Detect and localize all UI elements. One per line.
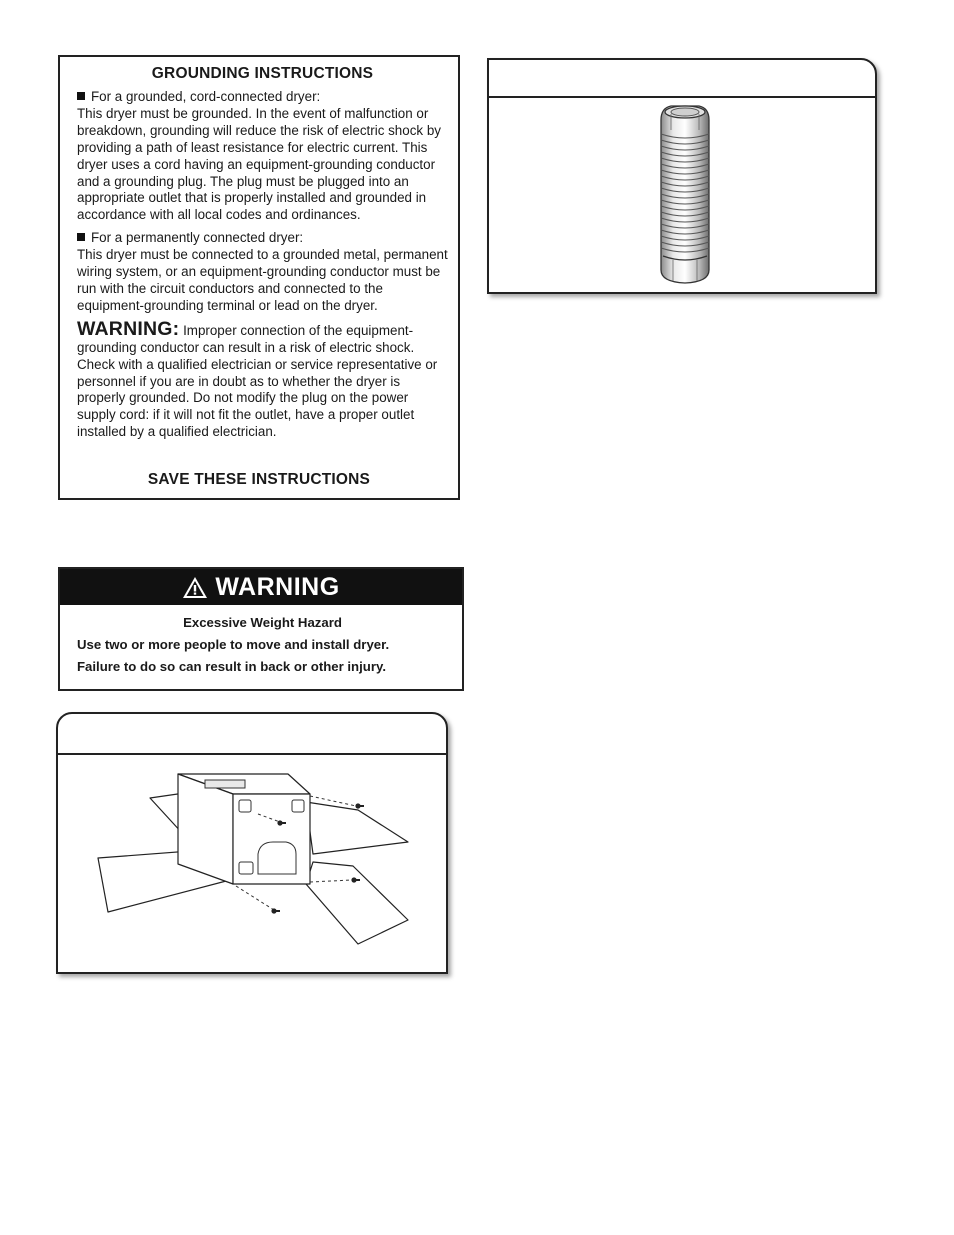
permanent-connected-section — [77, 230, 448, 315]
warning-header-text: WARNING — [215, 572, 340, 601]
grounding-warning-section — [77, 317, 448, 441]
warning-instruction: Use two or more people to move and install dryer. — [77, 637, 390, 652]
permanent-connected-heading: For a permanently connected dryer: — [91, 230, 304, 246]
vent-hose-figure — [487, 58, 877, 294]
weight-hazard-warning-box — [58, 567, 464, 691]
flexible-vent-hose-illustration — [489, 60, 875, 292]
hazard-title: Excessive Weight Hazard — [183, 615, 342, 630]
warning-header — [60, 569, 462, 605]
dryer-carton-figure — [56, 712, 448, 974]
grounding-warning-label: WARNING: — [77, 317, 180, 340]
grounding-title: GROUNDING INSTRUCTIONS — [151, 65, 374, 82]
grounding-instructions-box — [58, 55, 460, 500]
cord-connected-text: This dryer must be grounded. In the event of malfunction or breakdown, grounding will reduce the risk of electric shock by providing a path of least resistance for electric current. This dryer uses a cord having an equipment-grounding conductor and a grounding plug. The plug must be plugged into an appropriate outlet that is properly installed and grounded in accordance with all local codes and ordinances. — [77, 105, 441, 223]
grounding-warning-text: Improper connection of the equipment-grounding conductor can result in a risk of electric shock. Check with a qualified electrician or service representative or personnel if you are in doubt as to whether the dryer is properly grounded. Do not modify the plug on the power supply cord: if it will not fit the outlet, have a proper outlet installed by a qualified electrician. — [77, 322, 438, 440]
cord-connected-heading: For a grounded, cord-connected dryer: — [91, 89, 321, 104]
warning-triangle-icon — [182, 576, 208, 599]
warning-body — [60, 605, 462, 674]
cord-connected-section — [77, 89, 448, 224]
warning-consequence: Failure to do so can result in back or other injury. — [77, 659, 386, 674]
save-instructions-title: SAVE THESE INSTRUCTIONS — [147, 471, 371, 488]
square-bullet-icon — [77, 92, 85, 100]
permanent-connected-text: This dryer must be connected to a grounded metal, permanent wiring system, or an equipment-grounding conductor must be run with the circuit conductors and connected to the equipment-grounding terminal or lead on the dryer. — [77, 247, 448, 313]
square-bullet-icon — [77, 233, 85, 241]
dryer-on-carton-illustration — [58, 714, 446, 972]
